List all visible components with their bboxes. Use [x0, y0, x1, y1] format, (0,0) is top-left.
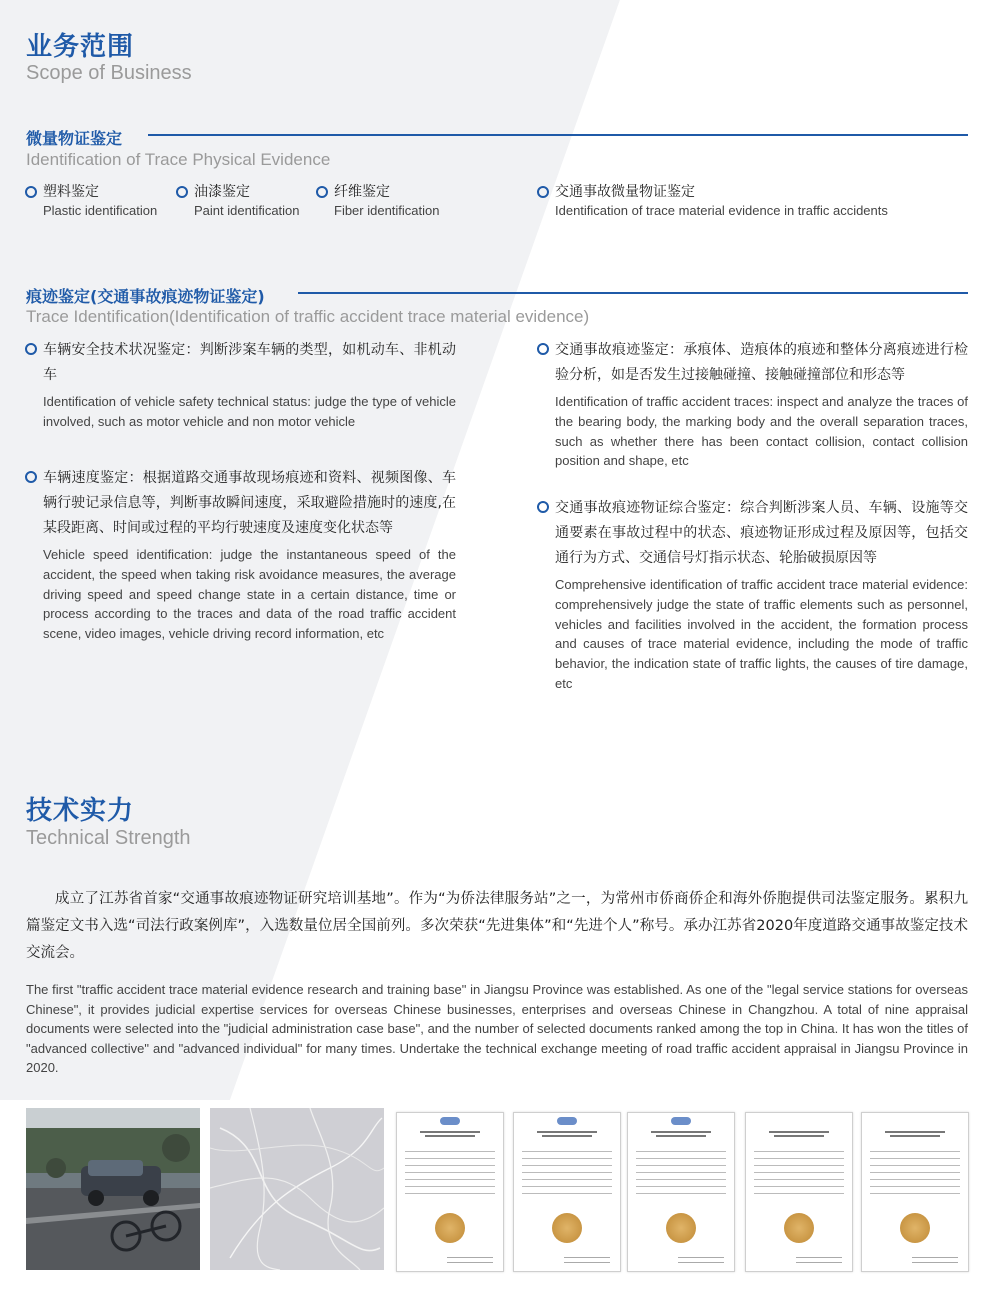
certificate-image [513, 1112, 621, 1272]
circle-bullet-icon [25, 186, 37, 198]
item-label-en: Paint identification [194, 203, 300, 218]
item-fiber [316, 182, 466, 220]
block-text-zh: 交通事故痕迹鉴定：承痕体、造痕体的痕迹和整体分离痕迹进行检验分析，如是否发生过接触碰撞、接触碰撞部位和形态等 [555, 342, 968, 383]
block-vehicle-safety [25, 338, 456, 432]
fiber-photo [210, 1108, 384, 1270]
trace-physical-heading: 微量物证鉴定 [26, 129, 123, 148]
item-traffic-trace [537, 182, 967, 220]
circle-bullet-icon [537, 186, 549, 198]
accident-scene-photo [26, 1108, 200, 1270]
trace-ident-heading-en: Trace Identification(Identification of traffic accident trace material evidence) [26, 307, 590, 326]
item-label-en: Plastic identification [43, 203, 158, 218]
section-rule [298, 292, 968, 294]
block-text-en: Vehicle speed identification: judge the instantaneous speed of the accident, the speed when taking risk avoidance measures, the average driving speed and speed change state in a certain distance, time or process according to the traces and data of the road traffic accident scene, video images, vehicle driving record information, etc [43, 547, 456, 642]
circle-bullet-icon [25, 471, 37, 483]
item-paint [176, 182, 321, 220]
item-label-en: Fiber identification [334, 203, 440, 218]
certificate-image [396, 1112, 504, 1272]
item-label-zh: 塑料鉴定 [43, 184, 99, 200]
circle-bullet-icon [316, 186, 328, 198]
item-label-zh: 交通事故微量物证鉴定 [555, 184, 695, 200]
item-plastic [25, 182, 175, 220]
tech-paragraph-en: The first "traffic accident trace material evidence research and training base" in Jiangsu Province was established. As one of the "legal service stations for overseas Chinese", it provides judicial expertise services for overseas Chinese businesses, enterprises and overseas Chinese in Changzhou. A total of nine appraisal documents were selected into the "judicial administration case base", and the number of selected documents ranked among the top in China. It has won the titles of "advanced collective" and "advanced individual" for many times. Undertake the technical exchange meeting of road traffic accident appraisal in Jiangsu Province in 2020. [26, 982, 968, 1076]
certificate-image [627, 1112, 735, 1272]
scope-title: 业务范围 [26, 32, 135, 62]
certificate-image [745, 1112, 853, 1272]
section-rule [148, 134, 968, 136]
item-label-zh: 油漆鉴定 [194, 184, 250, 200]
tech-subtitle: Technical Strength [26, 827, 191, 849]
circle-bullet-icon [25, 343, 37, 355]
scope-subtitle: Scope of Business [26, 62, 192, 84]
certificate-image [861, 1112, 969, 1272]
tech-paragraph-zh: 成立了江苏省首家“交通事故痕迹物证研究培训基地”。作为“为侨法律服务站”之一，为常州市侨商侨企和海外侨胞提供司法鉴定服务。累积九篇鉴定文书入选“司法行政案例库”，入选数量位居全国前列。多次荣获“先进集体”和“先进个人”称号。承办江苏省2020年度道路交通事故鉴定技术交流会。 [26, 891, 968, 961]
block-accident-trace [537, 338, 968, 471]
trace-physical-heading-en: Identification of Trace Physical Evidence [26, 150, 331, 169]
block-text-en: Comprehensive identification of traffic accident trace material evidence: comprehensively judge the state of traffic elements such as personnel, vehicles and facilities involved in the accident, the formation process and causes of trace material evidence, including the mode of traffic behavior, the indication state of traffic lights, the causes of tire damage, etc [555, 577, 968, 691]
circle-bullet-icon [537, 343, 549, 355]
tech-title: 技术实力 [26, 796, 135, 826]
block-text-zh: 车辆速度鉴定：根据道路交通事故现场痕迹和资料、视频图像、车辆行驶记录信息等，判断事故瞬间速度，采取避险措施时的速度,在某段距离、时间或过程的平均行驶速度及速度变化状态等 [43, 470, 456, 536]
block-comprehensive [537, 496, 968, 694]
block-text-en: Identification of traffic accident traces: inspect and analyze the traces of the bearing body, the marking body and the overall separation traces, such as whether there has been contact collision, contact collision position and shape, etc [555, 394, 968, 469]
block-text-zh: 车辆安全技术状况鉴定：判断涉案车辆的类型，如机动车、非机动车 [43, 342, 456, 383]
circle-bullet-icon [176, 186, 188, 198]
block-vehicle-speed [25, 466, 456, 644]
block-text-zh: 交通事故痕迹物证综合鉴定：综合判断涉案人员、车辆、设施等交通要素在事故过程中的状态、痕迹物证形成过程及原因等，包括交通行为方式、交通信号灯指示状态、轮胎破损原因等 [555, 500, 968, 566]
trace-ident-heading: 痕迹鉴定(交通事故痕迹物证鉴定) [26, 287, 265, 306]
block-text-en: Identification of vehicle safety technical status: judge the type of vehicle involved, such as motor vehicle and non motor vehicle [43, 394, 456, 429]
item-label-zh: 纤维鉴定 [334, 184, 390, 200]
circle-bullet-icon [537, 501, 549, 513]
item-label-en: Identification of trace material evidence in traffic accidents [555, 203, 888, 218]
